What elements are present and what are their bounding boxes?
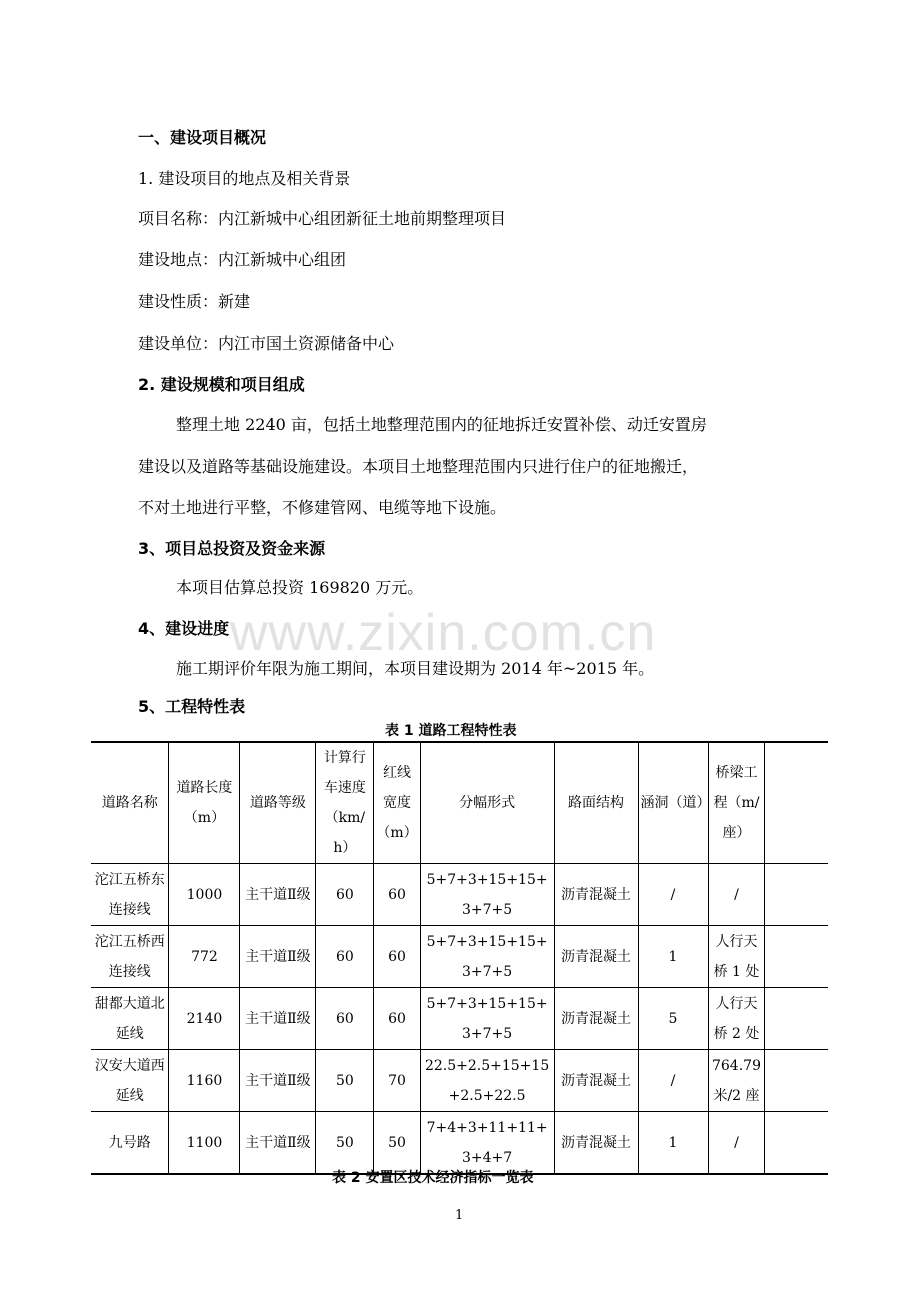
table-cell: 沥青混凝土 (554, 1112, 638, 1175)
project-location: 建设地点：内江新城中心组团 (138, 250, 347, 269)
table-cell: 764.79米/2 座 (708, 1050, 765, 1112)
section-2-para-line-2: 建设以及道路等基础设施建设。本项目土地整理范围内只进行住户的征地搬迁， (138, 457, 699, 476)
table-header-row (91, 742, 828, 864)
header-cell: 桥梁工程（m/座） (708, 742, 765, 864)
table-cell: 九号路 (91, 1112, 169, 1175)
table-cell: 5+7+3+15+15+3+7+5 (420, 988, 554, 1050)
section-5-title: 5、工程特性表 (138, 697, 246, 716)
table-cell: 沱江五桥西连接线 (91, 926, 169, 988)
table-cell: 沥青混凝土 (554, 926, 638, 988)
table-cell: 沱江五桥东连接线 (91, 864, 169, 926)
table-cell: 60 (374, 988, 420, 1050)
table-cell: 1 (638, 1112, 708, 1175)
project-nature: 建设性质：新建 (138, 292, 251, 311)
page-number: 1 (455, 1208, 464, 1223)
table-cell: 沥青混凝土 (554, 864, 638, 926)
table-row (91, 988, 828, 1050)
table-cell: 甜都大道北延线 (91, 988, 169, 1050)
table-cell: 主干道Ⅱ级 (240, 926, 316, 988)
section-2-para-line-3: 不对土地进行平整，不修建管网、电缆等地下设施。 (138, 498, 507, 517)
table-cell: 人行天桥 2 处 (708, 988, 765, 1050)
section-2-para-line-1: 整理土地 2240 亩，包括土地整理范围内的征地拆迁安置补偿、动迁安置房 (176, 415, 707, 434)
table-cell (765, 926, 828, 988)
table-cell: / (708, 864, 765, 926)
table-cell: 5+7+3+15+15+3+7+5 (420, 864, 554, 926)
table-cell: 22.5+2.5+15+15+2.5+22.5 (420, 1050, 554, 1112)
header-cell: 红线宽度（m） (374, 742, 420, 864)
project-name: 项目名称：内江新城中心组团新征土地前期整理项目 (138, 209, 507, 228)
header-cell: 路面结构 (554, 742, 638, 864)
table-cell (765, 1112, 828, 1175)
section-1-1-title: 1. 建设项目的地点及相关背景 (138, 169, 351, 188)
header-cell: 涵洞（道） (638, 742, 708, 864)
header-cell: 道路等级 (240, 742, 316, 864)
table-cell: 沥青混凝土 (554, 988, 638, 1050)
table-cell: 50 (374, 1112, 420, 1175)
table-1-caption: 表 1 道路工程特性表 (385, 723, 517, 739)
table-cell: 1160 (169, 1050, 240, 1112)
table-cell (765, 988, 828, 1050)
watermark: www.zixin.com.cn (230, 604, 657, 662)
table-cell: 主干道Ⅱ级 (240, 864, 316, 926)
section-1-title: 一、建设项目概况 (138, 128, 267, 147)
table-cell: 7+4+3+11+11+3+4+7 (420, 1112, 554, 1175)
table-cell: 60 (316, 926, 374, 988)
table-cell: 70 (374, 1050, 420, 1112)
section-3-title: 3、项目总投资及资金来源 (138, 539, 326, 558)
header-cell: 道路名称 (91, 742, 169, 864)
header-cell: 道路长度（m） (169, 742, 240, 864)
table-cell: 60 (374, 864, 420, 926)
table-cell: 主干道Ⅱ级 (240, 1050, 316, 1112)
table-cell: 60 (374, 926, 420, 988)
table-cell: 5 (638, 988, 708, 1050)
road-spec-table (91, 741, 828, 1175)
table-cell: 1000 (169, 864, 240, 926)
section-3-para: 本项目估算总投资 169820 万元。 (176, 578, 424, 597)
section-4-para: 施工期评价年限为施工期间，本项目建设期为 2014 年~2015 年。 (176, 659, 655, 678)
table-cell: 汉安大道西延线 (91, 1050, 169, 1112)
table-cell: 主干道Ⅱ级 (240, 1112, 316, 1175)
table-cell: 沥青混凝土 (554, 1050, 638, 1112)
table-cell: 5+7+3+15+15+3+7+5 (420, 926, 554, 988)
table-cell: 2140 (169, 988, 240, 1050)
project-unit: 建设单位：内江市国土资源储备中心 (138, 334, 395, 353)
table-row (91, 864, 828, 926)
table-cell: / (638, 1050, 708, 1112)
table-cell: 人行天桥 1 处 (708, 926, 765, 988)
table-cell (765, 1050, 828, 1112)
table-row (91, 926, 828, 988)
table-cell: 60 (316, 988, 374, 1050)
header-cell: 分幅形式 (420, 742, 554, 864)
table-cell: / (708, 1112, 765, 1175)
table-2-caption: 表 2 安置区技术经济指标一览表 (332, 1170, 534, 1186)
header-cell (765, 742, 828, 864)
table-row (91, 1050, 828, 1112)
section-2-title: 2. 建设规模和项目组成 (138, 375, 305, 394)
table-row (91, 1112, 828, 1175)
table-cell: 主干道Ⅱ级 (240, 988, 316, 1050)
section-4-title: 4、建设进度 (138, 619, 230, 638)
table-cell: / (638, 864, 708, 926)
table-cell: 772 (169, 926, 240, 988)
table-cell: 50 (316, 1112, 374, 1175)
header-cell: 计算行车速度（km/h） (316, 742, 374, 864)
table-cell: 1 (638, 926, 708, 988)
table-cell: 60 (316, 864, 374, 926)
table-cell: 50 (316, 1050, 374, 1112)
table-cell: 1100 (169, 1112, 240, 1175)
table-cell (765, 864, 828, 926)
